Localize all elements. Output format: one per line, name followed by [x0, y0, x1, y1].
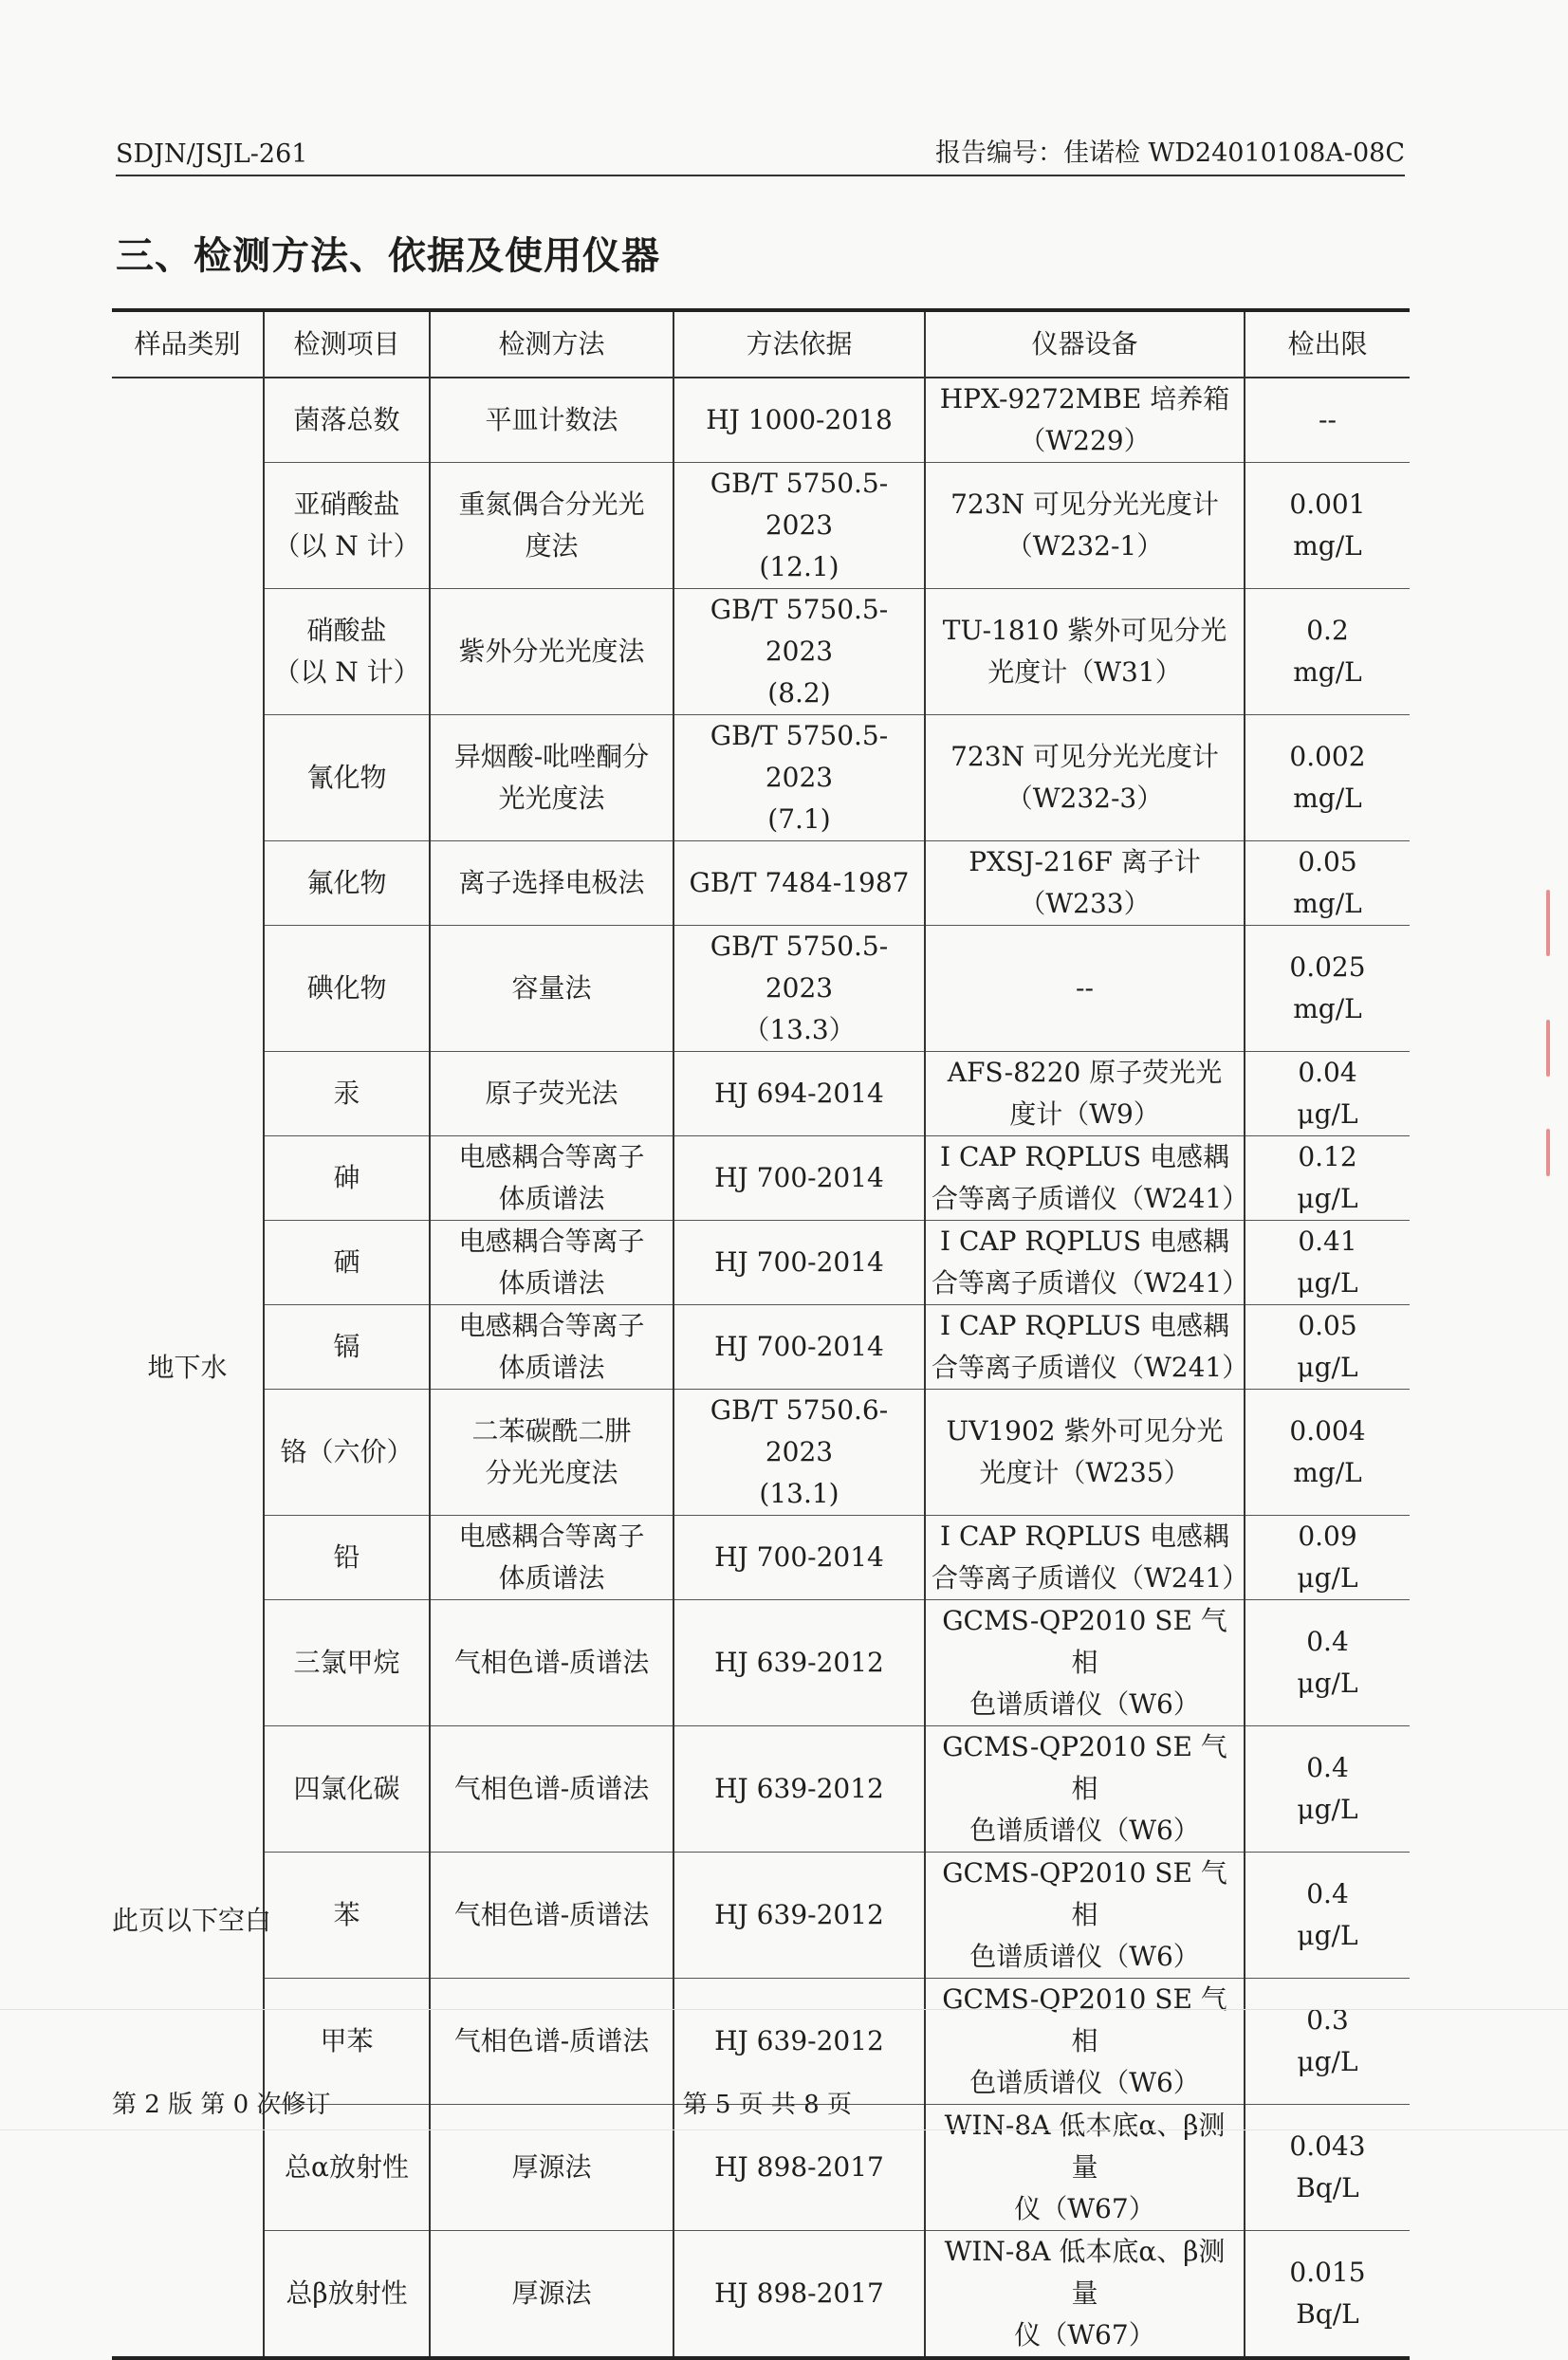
detection-limit-text: 0.04 μg/L — [1297, 1057, 1358, 1130]
revision-info: 第 2 版 第 0 次修订 — [112, 2091, 331, 2119]
detection-limit-cell — [1245, 1600, 1410, 1726]
test-method-text: 原子荧光法 — [485, 1078, 618, 1109]
detection-limit-cell — [1245, 463, 1410, 589]
test-method-cell — [430, 1052, 673, 1136]
sample-category-cell: 地下水 — [112, 378, 264, 2358]
methods-table — [112, 308, 1410, 2360]
method-basis-cell — [673, 378, 925, 463]
method-basis-text: HJ 898-2017 — [714, 2151, 884, 2183]
footer-divider — [0, 2009, 1568, 2010]
test-item-text: 汞 — [333, 1078, 360, 1109]
instrument-text: PXSJ-216F 离子计 （W233） — [968, 846, 1201, 919]
instrument-cell — [925, 1516, 1249, 1600]
method-basis-text: HJ 898-2017 — [714, 2277, 884, 2309]
instrument-text: 723N 可见分光光度计 （W232-1） — [950, 489, 1219, 562]
detection-limit-text: 0.05 mg/L — [1293, 846, 1362, 919]
instrument-text: GCMS-QP2010 SE 气相 色谱质谱仪（W6） — [942, 1983, 1227, 2098]
test-method-cell — [430, 1136, 673, 1221]
method-basis-cell — [673, 589, 925, 715]
method-basis-cell — [673, 1516, 925, 1600]
detection-limit-cell — [1245, 1516, 1410, 1600]
method-basis-text: HJ 700-2014 — [714, 1331, 884, 1362]
detection-limit-text: 0.12 μg/L — [1297, 1141, 1358, 1214]
table-body — [112, 378, 1410, 2358]
method-basis-cell — [673, 1853, 925, 1979]
method-basis-text: GB/T 5750.5-2023 (12.1) — [710, 468, 889, 582]
method-basis-cell — [673, 841, 925, 926]
test-method-cell — [430, 378, 673, 463]
test-method-text: 紫外分光光度法 — [458, 636, 645, 667]
test-item-cell — [264, 2231, 430, 2359]
table-row — [112, 1853, 1410, 1979]
instrument-text: GCMS-QP2010 SE 气相 色谱质谱仪（W6） — [942, 1605, 1227, 1720]
test-method-text: 气相色谱-质谱法 — [453, 1647, 650, 1678]
method-basis-text: HJ 639-2012 — [714, 1773, 884, 1804]
detection-limit-cell — [1245, 926, 1410, 1052]
test-method-text: 容量法 — [511, 972, 592, 1004]
instrument-cell — [925, 589, 1245, 715]
detection-limit-cell — [1245, 2105, 1410, 2231]
method-basis-text: HJ 694-2014 — [714, 1078, 884, 1109]
instrument-text: HPX-9272MBE 培养箱 （W229） — [939, 383, 1230, 456]
detection-limit-text: 0.4 μg/L — [1297, 1626, 1358, 1699]
instrument-text: AFS-8220 原子荧光光 度计（W9） — [947, 1057, 1223, 1130]
header-detection-limit: 检出限 — [1245, 310, 1410, 378]
header-instrument: 仪器设备 — [925, 310, 1245, 378]
detection-limit-cell — [1245, 1305, 1410, 1390]
detection-limit-text: 0.043 Bq/L — [1289, 2130, 1366, 2203]
instrument-cell — [925, 1390, 1245, 1516]
detection-limit-cell — [1245, 378, 1410, 463]
table-row — [112, 2105, 1410, 2231]
test-item-cell — [264, 841, 430, 926]
method-basis-cell — [673, 1600, 925, 1726]
table-row — [112, 1052, 1410, 1136]
table-row — [112, 1600, 1410, 1726]
method-basis-cell — [673, 926, 925, 1052]
table-row — [112, 1390, 1410, 1516]
table-row — [112, 926, 1410, 1052]
instrument-cell — [925, 1726, 1245, 1853]
test-method-text: 电感耦合等离子 体质谱法 — [458, 1141, 645, 1214]
test-item-text: 铅 — [333, 1541, 360, 1573]
instrument-cell — [925, 1979, 1245, 2105]
detection-limit-cell — [1245, 589, 1410, 715]
method-basis-text: GB/T 5750.5-2023 (7.1) — [710, 720, 889, 835]
test-item-cell — [264, 1853, 430, 1979]
test-method-cell — [430, 2105, 673, 2231]
instrument-cell — [925, 1052, 1245, 1136]
instrument-text: 723N 可见分光光度计 （W232-3） — [950, 741, 1219, 814]
test-item-text: 菌落总数 — [293, 404, 400, 435]
test-item-cell — [264, 378, 430, 463]
detection-limit-text: 0.09 μg/L — [1297, 1521, 1358, 1594]
test-item-cell — [264, 589, 430, 715]
test-method-cell — [430, 1390, 673, 1516]
table-row — [112, 841, 1410, 926]
test-item-cell — [264, 1221, 430, 1305]
instrument-text: WIN-8A 低本底α、β测量 仪（W67） — [944, 2110, 1226, 2224]
instrument-cell — [925, 463, 1245, 589]
test-item-cell — [264, 1600, 430, 1726]
blank-page-note: 此页以下空白 — [112, 1905, 272, 1936]
instrument-text: I CAP RQPLUS 电感耦 合等离子质谱仪（W241） — [932, 1141, 1249, 1214]
table-row — [112, 715, 1410, 841]
detection-limit-text: 0.004 mg/L — [1289, 1415, 1366, 1488]
method-basis-text: HJ 1000-2018 — [706, 404, 893, 435]
test-item-text: 镉 — [333, 1331, 360, 1362]
detection-limit-cell — [1245, 1052, 1410, 1136]
table-row — [112, 1516, 1410, 1600]
detection-limit-text: 0.025 mg/L — [1289, 951, 1366, 1024]
instrument-text: GCMS-QP2010 SE 气相 色谱质谱仪（W6） — [942, 1857, 1227, 1972]
red-seal-edge — [1546, 1020, 1550, 1077]
instrument-text: I CAP RQPLUS 电感耦 合等离子质谱仪（W241） — [932, 1226, 1249, 1299]
test-item-text: 碘化物 — [306, 972, 387, 1004]
test-item-text: 氟化物 — [306, 867, 387, 898]
method-basis-cell — [673, 463, 925, 589]
test-method-cell — [430, 463, 673, 589]
test-method-text: 平皿计数法 — [485, 404, 618, 435]
detection-limit-text: 0.3 μg/L — [1297, 2004, 1358, 2077]
method-basis-text: GB/T 5750.5-2023 （13.3） — [710, 931, 889, 1045]
test-item-cell — [264, 1136, 430, 1221]
instrument-cell — [925, 841, 1245, 926]
instrument-text: -- — [1076, 972, 1094, 1004]
detection-limit-cell — [1245, 2231, 1410, 2359]
test-method-cell — [430, 1516, 673, 1600]
test-method-text: 厚源法 — [511, 2277, 592, 2309]
instrument-cell — [925, 378, 1245, 463]
test-item-text: 总β放射性 — [286, 2277, 408, 2309]
instrument-cell — [925, 1136, 1249, 1221]
detection-limit-text: -- — [1319, 404, 1337, 435]
test-item-cell — [264, 1305, 430, 1390]
method-basis-text: GB/T 5750.5-2023 (8.2) — [710, 594, 889, 709]
detection-limit-text: 0.05 μg/L — [1297, 1310, 1358, 1383]
report-number: 报告编号：佳诺检 WD24010108A-08C — [934, 138, 1405, 168]
method-basis-cell — [673, 715, 925, 841]
test-method-text: 气相色谱-质谱法 — [453, 1899, 650, 1930]
method-basis-cell — [673, 1052, 925, 1136]
red-seal-edge — [1546, 890, 1550, 956]
test-item-text: 亚硝酸盐 （以 N 计） — [273, 489, 420, 562]
test-item-cell — [264, 1516, 430, 1600]
detection-limit-cell — [1245, 1136, 1410, 1221]
test-method-text: 气相色谱-质谱法 — [453, 1773, 650, 1804]
instrument-text: GCMS-QP2010 SE 气相 色谱质谱仪（W6） — [942, 1731, 1227, 1846]
test-method-cell — [430, 715, 673, 841]
method-basis-cell — [673, 1726, 925, 1853]
test-item-text: 硒 — [333, 1246, 360, 1278]
method-basis-text: HJ 700-2014 — [714, 1162, 884, 1193]
detection-limit-text: 0.41 μg/L — [1297, 1226, 1358, 1299]
test-method-text: 电感耦合等离子 体质谱法 — [458, 1226, 645, 1299]
detection-limit-text: 0.001 mg/L — [1289, 489, 1366, 562]
page-header — [116, 131, 1405, 176]
red-seal-edge — [1546, 1129, 1550, 1176]
instrument-cell — [925, 1221, 1249, 1305]
detection-limit-cell — [1245, 841, 1410, 926]
instrument-cell — [925, 2105, 1245, 2231]
instrument-text: I CAP RQPLUS 电感耦 合等离子质谱仪（W241） — [932, 1310, 1249, 1383]
table-row — [112, 1305, 1410, 1390]
table-row — [112, 378, 1410, 463]
method-basis-text: HJ 700-2014 — [714, 1541, 884, 1573]
detection-limit-cell — [1245, 1221, 1410, 1305]
method-basis-text: GB/T 7484-1987 — [689, 867, 910, 898]
test-item-text: 砷 — [333, 1162, 360, 1193]
test-item-text: 甲苯 — [320, 2025, 374, 2056]
test-item-text: 四氯化碳 — [293, 1773, 400, 1804]
test-method-cell — [430, 1221, 673, 1305]
page-number: 第 5 页 共 8 页 — [682, 2091, 852, 2119]
table-row — [112, 2231, 1410, 2359]
test-method-text: 异烟酸-吡唑酮分 光光度法 — [453, 741, 650, 814]
detection-limit-cell — [1245, 1979, 1410, 2105]
header-test-method: 检测方法 — [430, 310, 673, 378]
table-row — [112, 463, 1410, 589]
method-basis-text: GB/T 5750.6-2023 (13.1) — [710, 1394, 889, 1509]
test-method-text: 重氮偶合分光光 度法 — [458, 489, 645, 562]
test-method-text: 电感耦合等离子 体质谱法 — [458, 1521, 645, 1594]
test-item-cell — [264, 1726, 430, 1853]
test-method-text: 电感耦合等离子 体质谱法 — [458, 1310, 645, 1383]
header-method-basis: 方法依据 — [673, 310, 925, 378]
doc-code: SDJN/JSJL-261 — [116, 139, 308, 169]
test-item-text: 三氯甲烷 — [293, 1647, 400, 1678]
test-item-cell — [264, 1390, 430, 1516]
test-method-cell — [430, 1853, 673, 1979]
header-test-item: 检测项目 — [264, 310, 430, 378]
instrument-text: TU-1810 紫外可见分光 光度计（W31） — [942, 615, 1227, 688]
header-sample-category: 样品类别 — [112, 310, 264, 378]
test-item-text: 苯 — [333, 1899, 360, 1930]
instrument-cell — [925, 2231, 1245, 2359]
detection-limit-text: 0.4 μg/L — [1297, 1878, 1358, 1951]
test-method-text: 离子选择电极法 — [458, 867, 645, 898]
page-footer — [112, 2085, 852, 2120]
instrument-text: UV1902 紫外可见分光 光度计（W235） — [946, 1415, 1224, 1488]
detection-limit-text: 0.4 μg/L — [1297, 1752, 1358, 1825]
test-method-text: 厚源法 — [511, 2151, 592, 2183]
table-row — [112, 1726, 1410, 1853]
method-basis-text: HJ 639-2012 — [714, 1647, 884, 1678]
test-item-cell — [264, 926, 430, 1052]
method-basis-cell — [673, 1136, 925, 1221]
method-basis-text: HJ 639-2012 — [714, 2025, 884, 2056]
method-basis-cell — [673, 2231, 925, 2359]
instrument-cell — [925, 1305, 1249, 1390]
test-item-text: 总α放射性 — [285, 2151, 409, 2183]
instrument-cell — [925, 1600, 1245, 1726]
test-item-text: 硝酸盐 （以 N 计） — [273, 615, 420, 688]
test-item-text: 铬（六价） — [280, 1436, 414, 1467]
test-method-cell — [430, 2231, 673, 2359]
detection-limit-cell — [1245, 1726, 1410, 1853]
test-method-cell — [430, 841, 673, 926]
test-item-cell — [264, 1052, 430, 1136]
method-basis-cell — [673, 2105, 925, 2231]
section-title: 三、检测方法、依据及使用仪器 — [116, 233, 660, 278]
detection-limit-text: 0.015 Bq/L — [1289, 2257, 1366, 2330]
table-row — [112, 589, 1410, 715]
test-item-cell — [264, 2105, 430, 2231]
method-basis-text: HJ 639-2012 — [714, 1899, 884, 1930]
test-method-text: 气相色谱-质谱法 — [453, 2025, 650, 2056]
test-method-cell — [430, 1305, 673, 1390]
method-basis-cell — [673, 1390, 925, 1516]
test-method-cell — [430, 1600, 673, 1726]
test-method-text: 二苯碳酰二肼 分光光度法 — [471, 1415, 632, 1488]
instrument-cell — [925, 1853, 1245, 1979]
table-row — [112, 1136, 1410, 1221]
detection-limit-cell — [1245, 1853, 1410, 1979]
test-item-text: 氰化物 — [306, 762, 387, 793]
method-basis-cell — [673, 1305, 925, 1390]
test-method-cell — [430, 589, 673, 715]
instrument-cell — [925, 926, 1245, 1052]
instrument-text: I CAP RQPLUS 电感耦 合等离子质谱仪（W241） — [932, 1521, 1249, 1594]
method-basis-text: HJ 700-2014 — [714, 1246, 884, 1278]
table-row — [112, 1221, 1410, 1305]
test-item-cell — [264, 463, 430, 589]
detection-limit-text: 0.002 mg/L — [1289, 741, 1366, 814]
detection-limit-text: 0.2 mg/L — [1293, 615, 1362, 688]
test-item-cell — [264, 715, 430, 841]
instrument-text: WIN-8A 低本底α、β测量 仪（W67） — [944, 2236, 1226, 2351]
test-method-cell — [430, 926, 673, 1052]
detection-limit-cell — [1245, 715, 1410, 841]
table-header-row — [112, 310, 1410, 378]
test-method-cell — [430, 1726, 673, 1853]
method-basis-cell — [673, 1221, 925, 1305]
instrument-cell — [925, 715, 1245, 841]
detection-limit-cell — [1245, 1390, 1410, 1516]
